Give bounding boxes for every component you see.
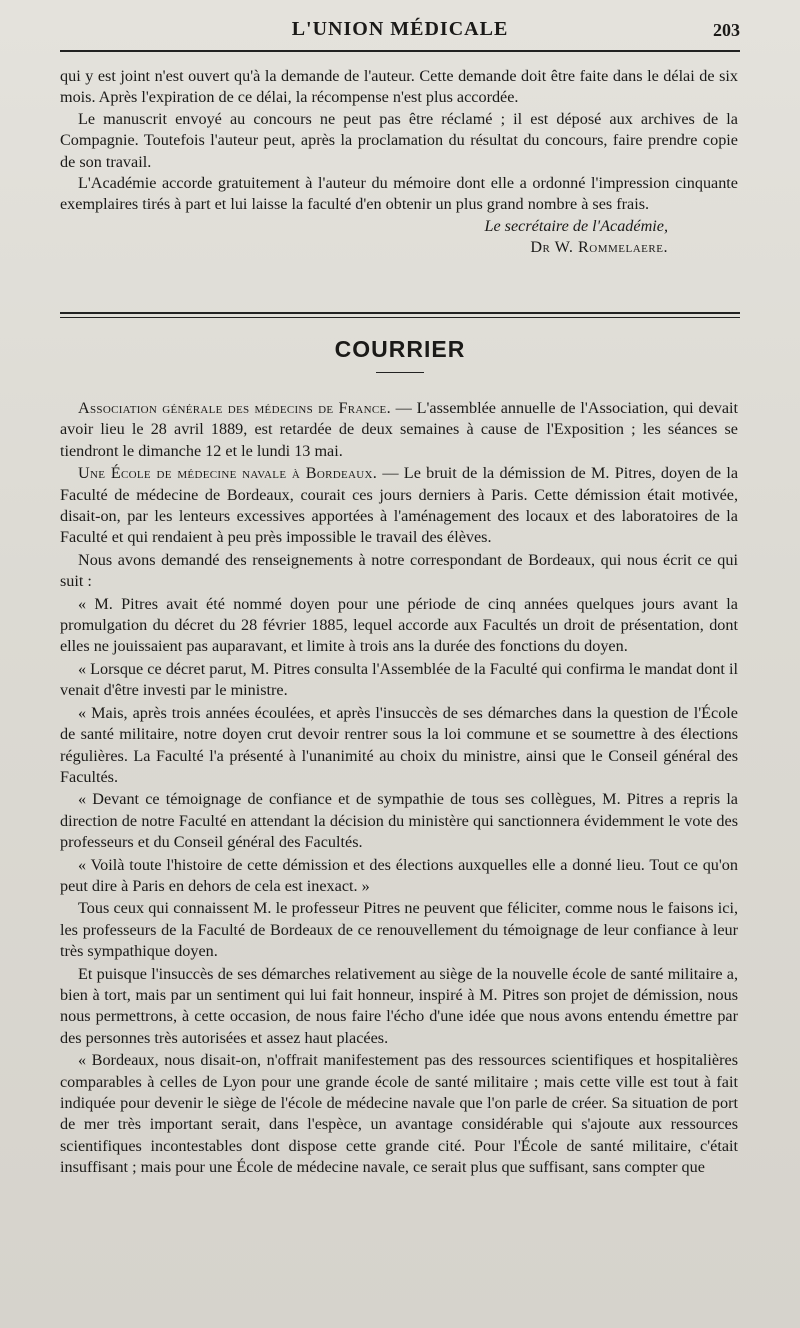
paragraph: Nous avons demandé des renseignements à notre correspondant de Bordeaux, qui nous écrit ce qui suit : <box>60 550 738 591</box>
paragraph-text: — Le bruit de la démission de M. Pitres, doyen de la Faculté de médecine de Bordeaux, courait ces jours derniers à Paris. Cette démission était motivée, disait-on, par les lenteurs excessives apportées à l'aménagement des locaux et des laboratoires de la Faculté et qui rendaient à peu près impossible le travail des élèves. <box>60 464 738 547</box>
paragraph: « Devant ce témoignage de confiance et de sympathie de tous ses collègues, M. Pitres a repris la direction de notre Faculté en attendant la décision du ministère qui sanctionnera évidemment le vote des professeurs et du Conseil général des Facultés. <box>60 790 738 852</box>
paragraph: Le manuscrit envoyé au concours ne peut pas être réclamé ; il est déposé aux archives de la Compagnie. Toutefois l'auteur peut, après la proclamation du résultat du concours, faire prendre copie de son travail. <box>60 109 738 171</box>
paragraph: « Voilà toute l'histoire de cette démission et des élections auxquelles elle a donné lieu. Tout ce qu'on peut dire à Paris en dehors de cela est inexact. » <box>60 855 738 895</box>
paragraph: Tous ceux qui connaissent M. le professeur Pitres ne peuvent que féliciter, comme nous le faisons ici, les professeurs de la Faculté de Bordeaux de ce renouvellement du témoignage de leur confiance à leur très sympathique doyen. <box>60 899 738 961</box>
paragraph: « Lorsque ce décret parut, M. Pitres consulta l'Assemblée de la Faculté qui confirma le mandat dont il venait d'être investi par le ministre. <box>60 659 738 700</box>
section-divider <box>60 312 740 318</box>
paragraph: Et puisque l'insuccès de ses démarches relativement au siège de la nouvelle école de santé militaire a, bien à tort, mais par un sentiment qui lui fait honneur, inspiré à M. Pitres son projet de démission, nous nous permettrons, à cette occasion, de nous faire l'écho d'une idée que nous avons entendu émettre par des personnes très autorisées et assez haut placées. <box>60 964 738 1047</box>
header-rule <box>60 50 740 52</box>
signature-name: Dr W. Rommelaere. <box>530 238 668 257</box>
paragraph <box>60 398 738 462</box>
paragraph <box>60 463 738 549</box>
signature-block <box>60 216 738 259</box>
paragraph-lead: Une École de médecine navale à Bordeaux. <box>78 464 378 483</box>
paragraph: qui y est joint n'est ouvert qu'à la demande de l'auteur. Cette demande doit être faite dans le délai de six mois. Après l'expiration de ce délai, la récompense n'est plus accordée. <box>60 67 738 107</box>
paragraph: L'Académie accorde gratuitement à l'auteur du mémoire dont elle a ordonné l'impression cinquante exemplaires tirés à part et lui laisse la faculté d'en obtenir un plus grand nombre à ses frais. <box>60 174 738 214</box>
page-number: 203 <box>713 20 740 40</box>
page-header <box>60 18 740 48</box>
paragraph: « M. Pitres avait été nommé doyen pour une période de cinq années quelques jours avant la promulgation du décret du 28 février 1885, lequel accorde aux Facultés un droit de présentation, dont elles ne jouissaient pas auparavant, et limite à trois ans la durée des fonctions du doyen. <box>60 594 738 656</box>
section-title-underline <box>376 372 424 373</box>
top-text-block <box>60 66 738 259</box>
running-title: L'UNION MÉDICALE <box>291 18 509 40</box>
signature-role: Le secrétaire de l'Académie, <box>484 216 668 235</box>
paragraph-text: — L'assemblée annuelle de l'Association, qui devait avoir lieu le 28 avril 1889, est retardée de deux semaines à cause de l'Exposition ; les séances se tiendront le dimanche 12 et le lundi 13 mai. <box>60 399 738 460</box>
paragraph-lead: Association générale des médecins de France. <box>78 399 391 417</box>
paragraph: « Mais, après trois années écoulées, et après l'insuccès de ses démarches dans la question de l'École de santé militaire, notre doyen crut devoir rentrer sous la loi commune et se soumettre à des élections régulières. La Faculté l'a présenté à l'unanimité au choix du ministre, ainsi que le Conseil général des Facultés. <box>60 703 738 786</box>
section-title: COURRIER <box>334 336 466 362</box>
article-body <box>60 398 738 1180</box>
paragraph: « Bordeaux, nous disait-on, n'offrait manifestement pas des ressources scientifiques et hospitalières comparables à celles de Lyon pour une grande école de santé militaire ; mais cette ville est tout à fait indiquée pour devenir le siège de l'école de médecine navale que l'on parle de créer. Sa situation de port de mer très important serait, dans l'espèce, un avantage considérable qui s'ajoute aux ressources scientifiques incontestables dont dispose cette grande cité. Pour l'École de santé militaire, c'était insuffisant ; mais pour une École de médecine navale, ce serait plus que suffisant, sans compter que <box>60 1051 738 1177</box>
